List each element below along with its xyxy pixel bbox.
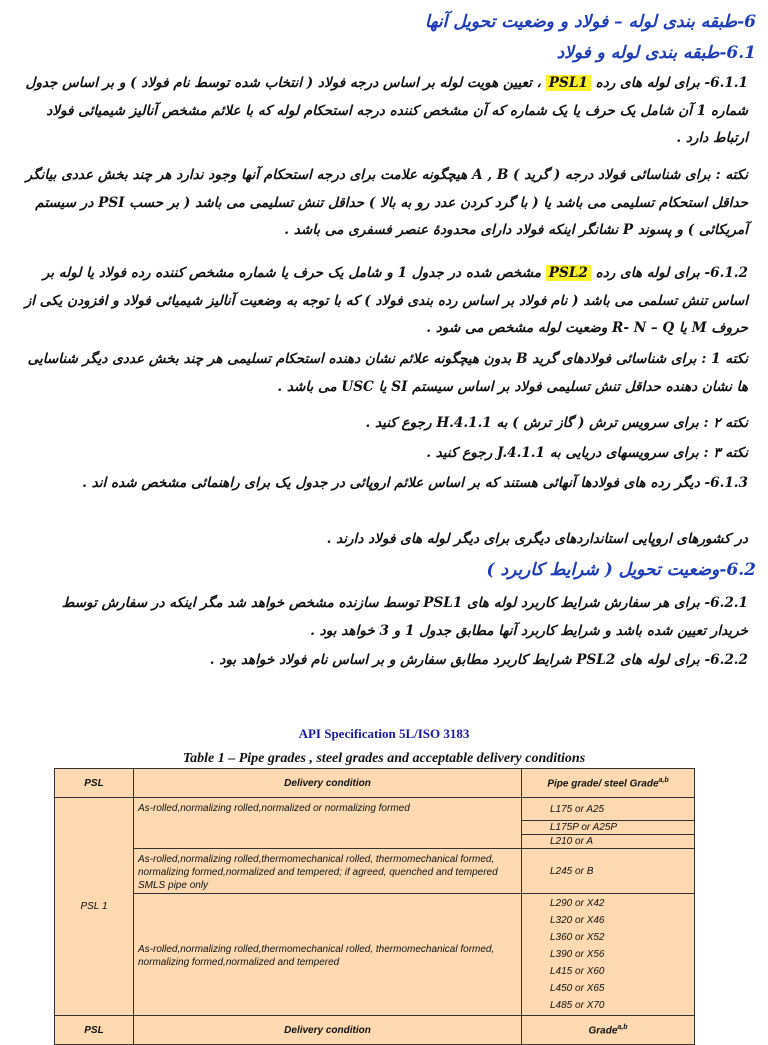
grade-item: L485 or X70 <box>550 1000 605 1011</box>
header-psl: PSL <box>55 1016 134 1045</box>
grade-item: L360 or X52 <box>550 932 605 943</box>
section-6-heading: 6-طبقه بندی لوله – فولاد و وضعیت تحویل آنها <box>424 12 756 32</box>
header-grade: Pipe grade/ steel Grade$^{a,b}$ <box>522 769 695 798</box>
table-header-row <box>55 769 695 798</box>
header-delivery: Delivery condition <box>134 769 522 798</box>
psl2-highlight: PSL2 <box>546 265 591 281</box>
paragraph-6-1-2: 6.1.2- برای لوله های رده PSL2 مشخص شده در جدول 1 و شامل یک حرف یا شماره مشخص کننده رده فولاد یا لوله بر اساس تنش تسلمی می باشد ( نام فولاد بر اساس رده بندی فولاد ) که با توجه به وضعیت آنالیز شیمیائی فولاد و افزودن یکی از حروف M یا R- N – Q وضعیت لوله مشخص می شود . <box>24 265 748 336</box>
grade-item: L415 or X60 <box>550 966 605 977</box>
delivery-cell: As-rolled,normalizing rolled,thermomechanical rolled, thermomechanical formed, normalizing formed,normalized and tempered <box>134 894 522 1016</box>
grade-cell: L210 or A <box>522 835 695 849</box>
grade-cell: L175P or A25P <box>522 821 695 835</box>
table-row <box>55 894 695 1016</box>
grade-item: L320 or X46 <box>550 915 605 926</box>
grade-list-cell <box>522 894 695 1016</box>
api-spec-title: API Specification 5L/ISO 3183 <box>298 726 470 741</box>
note-grade-ab: نکته : برای شناسائی فولاد درجه ( گرید ) A , B هیچگونه علامت برای درجه استحکام آنها وجود ندارد هر چند بخش عددی بیانگر حداقل استحکام تسلیمی می باشد یا ( با گرد کردن عدد رو به بالا ) حداقل تنش تسلیمی می باشد ( بر حسب PSI در سیستم آمریکائی ) و پسوند P نشانگر اینکه فولاد دارای محدودهٔ عنصر فسفری می باشد . <box>25 167 748 238</box>
table-title: Table 1 – Pipe grades , steel grades and acceptable delivery conditions <box>182 751 586 766</box>
header-psl: PSL <box>55 769 134 798</box>
pipe-grades-table <box>54 768 695 1045</box>
paragraph-6-1-1: 6.1.1- برای لوله های رده PSL1 ، تعیین هویت لوله بر اساس درجه فولاد ( انتخاب شده توسط نام فولاد ) و بر اساس جدول شماره 1 آن شامل یک حرف یا یک شماره که آن مشخص کننده درجه استحکام لوله که با علائم مشخص آنالیز شیمیائی فولاد ارتباط دارد . <box>25 75 748 146</box>
paragraph-6-2-1: 6.2.1- برای هر سفارش شرایط کاربرد لوله های PSL1 توسط سازنده مشخص خواهد شد مگر اینکه در سفارش توسط خریدار تعیین شده باشد و شرایط کاربرد آنها مطابق جدول 1 و 3 خواهد بود . <box>61 595 748 639</box>
table-repeat-header-row <box>55 1016 695 1045</box>
note-3-offshore: نکته ۳ : برای سرویسهای دریایی به J.4.1.1 رجوع کنید . <box>426 445 748 461</box>
table-row <box>55 849 695 894</box>
header-delivery: Delivery condition <box>134 1016 522 1045</box>
delivery-cell: As-rolled,normalizing rolled,thermomechanical rolled, thermomechanical formed, normalizing formed,normalized and tempered; if agreed, quenched and tempered SMLS pipe only <box>134 849 522 894</box>
table-row <box>55 798 695 821</box>
grade-item: L290 or X42 <box>550 898 605 909</box>
paragraph-europe: در کشورهای اروپایی استانداردهای دیگری برای دیگر لوله های فولاد دارند . <box>326 531 748 547</box>
psl1-cell: PSL 1 <box>55 798 134 1016</box>
grade-item: L450 or X65 <box>550 983 605 994</box>
section-6-2-heading: 6.2-وضعیت تحویل ( شرایط کاربرد ) <box>486 560 756 580</box>
psl1-highlight: PSL1 <box>546 75 591 91</box>
grade-list <box>530 895 690 1014</box>
header-grade: Grade$^{a,b}$ <box>522 1016 695 1045</box>
grade-cell: L245 or B <box>522 849 695 894</box>
note-2-sour-service: نکته ۲ : برای سرویس ترش ( گاز ترش ) به H.4.1.1 رجوع کنید . <box>365 415 748 431</box>
paragraph-6-1-3: 6.1.3- دیگر رده های فولادها آنهائی هستند که بر اساس علائم اروپائی در جدول یک برای راهنمائی مشخص شده اند . <box>82 475 748 491</box>
section-6-1-heading: 6.1-طبقه بندی لوله و فولاد <box>556 43 756 63</box>
delivery-cell: As-rolled,normalizing rolled,normalized or normalizing formed <box>134 798 522 849</box>
note-1-grade-b: نکته 1 : برای شناسائی فولادهای گرید B بدون هیچگونه علائم نشان دهنده استحکام تسلیمی هر چند بخش عددی دیگر شناسایی ها نشان دهنده حداقل تنش تسلیمی فولاد بر اساس سیستم SI یا USC می باشد . <box>27 351 748 395</box>
paragraph-6-2-2: 6.2.2- برای لوله های PSL2 شرایط کاربرد مطابق سفارش و بر اساس نام فولاد خواهد بود . <box>209 652 748 668</box>
grade-cell: L175 or A25 <box>522 798 695 821</box>
grade-item: L390 or X56 <box>550 949 605 960</box>
